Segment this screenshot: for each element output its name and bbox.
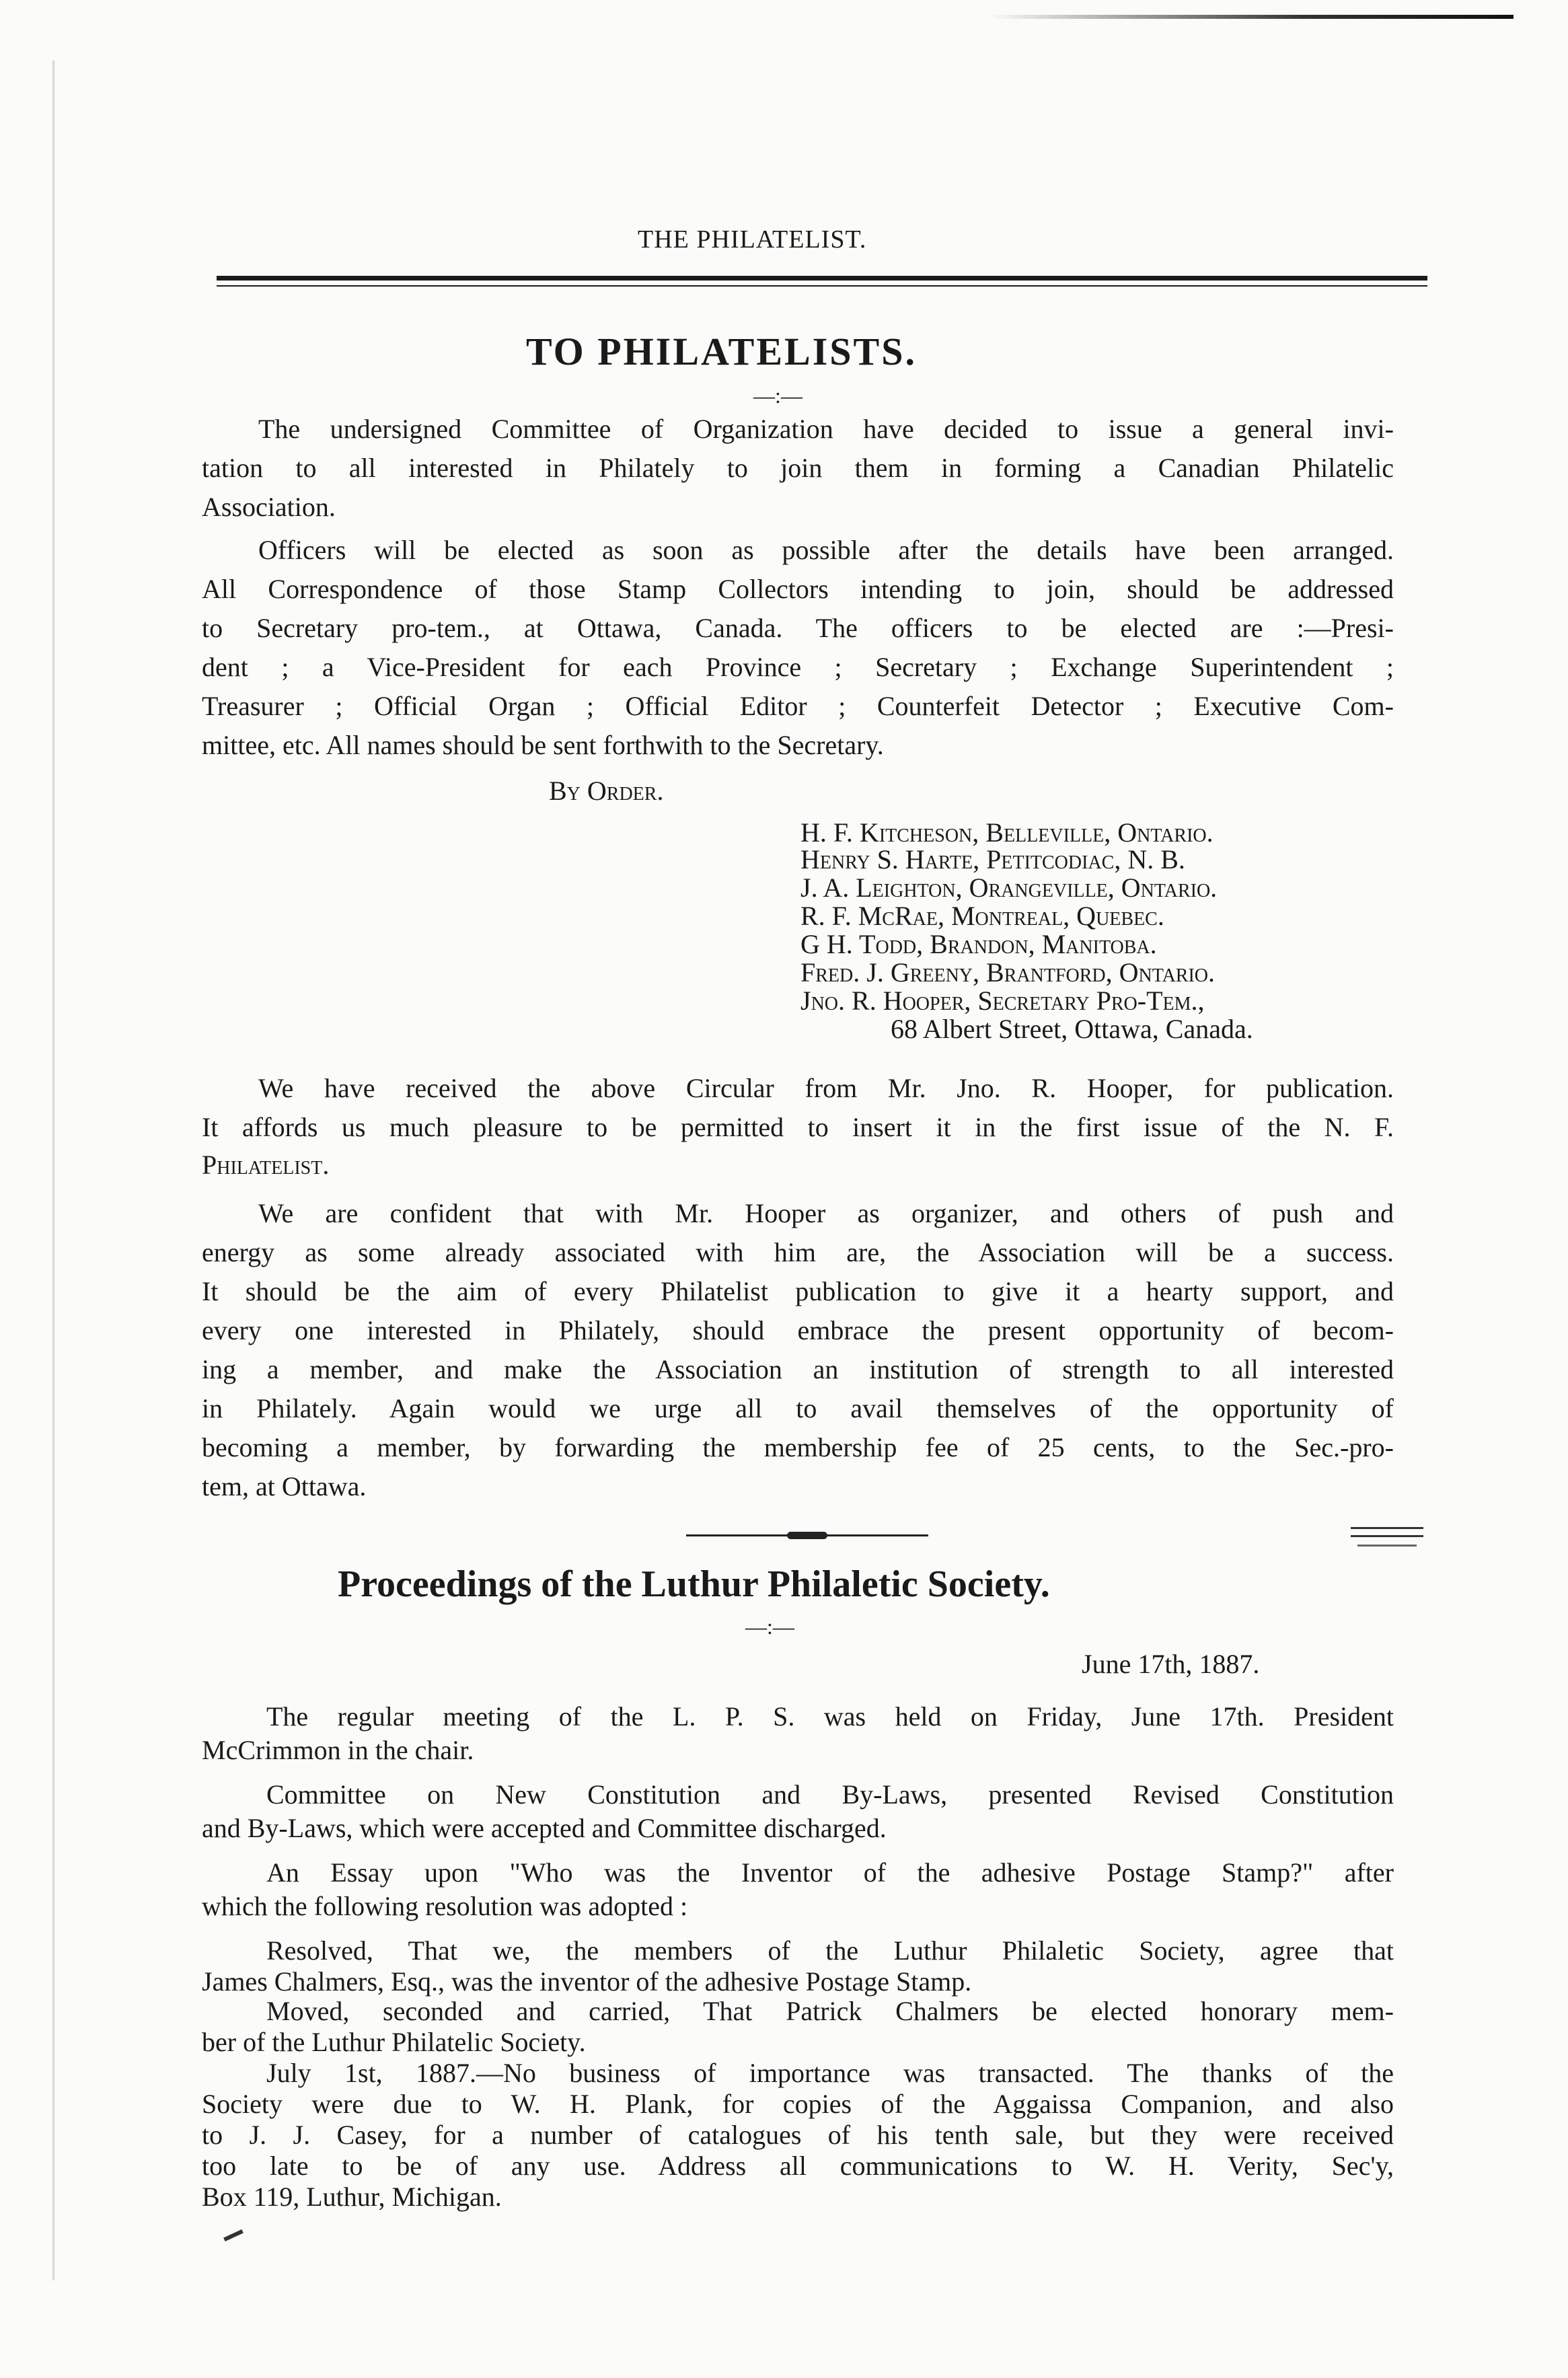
scan-margin-line	[52, 61, 54, 2280]
editorial1-line2: It affords us much pleasure to be permitted to insert it in the first issue of the N. F.	[202, 1112, 1394, 1142]
notice-title: TO PHILATELISTS.	[526, 330, 917, 373]
editorial2-line7: becoming a member, by forwarding the membership fee of 25 cents, to the Sec.-pro-	[202, 1432, 1394, 1462]
proceedings-title: Proceedings of the Luthur Philaletic Society.	[338, 1563, 1050, 1605]
editorial1-line1: We have received the above Circular from Mr. Jno. R. Hooper, for publication.	[258, 1073, 1394, 1103]
proceedings-line: too late to be of any use. Address all communications to W. H. Verity, Sec'y,	[202, 2151, 1394, 2181]
notice-para1-line1: The undersigned Committee of Organization have decided to issue a general invi-	[258, 414, 1394, 444]
signatory: Fred. J. Greeny, Brantford, Ontario.	[800, 957, 1216, 988]
section-divider-ornament	[686, 1531, 928, 1540]
signatory-address: 68 Albert Street, Ottawa, Canada.	[891, 1014, 1253, 1044]
proceedings-line: The regular meeting of the L. P. S. was held on Friday, June 17th. President	[266, 1701, 1394, 1732]
signatory: Henry S. Harte, Petitcodiac, N. B.	[800, 844, 1185, 875]
scan-edge-mark	[989, 15, 1514, 19]
editorial1-line3: Philatelist.	[202, 1150, 330, 1180]
editorial2-line3: It should be the aim of every Philatelist publication to give it a hearty support, and	[202, 1276, 1394, 1306]
header-rule-thin	[217, 285, 1427, 287]
editorial2-line5: ing a member, and make the Association an institution of strength to all interested	[202, 1354, 1394, 1384]
editorial2-line1: We are confident that with Mr. Hooper as organizer, and others of push and	[258, 1198, 1394, 1228]
editorial2-line2: energy as some already associated with him are, the Association will be a success.	[202, 1237, 1394, 1267]
notice-separator: —:—	[753, 383, 802, 408]
signatory: J. A. Leighton, Orangeville, Ontario.	[800, 872, 1218, 903]
proceedings-line: McCrimmon in the chair.	[202, 1735, 474, 1765]
proceedings-separator: —:—	[745, 1614, 794, 1639]
notice-para2-line2: All Correspondence of those Stamp Collectors intending to join, should be addressed	[202, 574, 1394, 604]
proceedings-line: ber of the Luthur Philatelic Society.	[202, 2027, 586, 2057]
editorial2-line6: in Philately. Again would we urge all to avail themselves of the opportunity of	[202, 1393, 1394, 1423]
proceedings-date: June 17th, 1887.	[1082, 1649, 1260, 1679]
proceedings-line: Moved, seconded and carried, That Patrick Chalmers be elected honorary mem-	[266, 1996, 1394, 2026]
notice-para2-line5: Treasurer ; Official Organ ; Official Editor ; Counterfeit Detector ; Executive Com-	[202, 691, 1394, 721]
margin-ornament	[1351, 1527, 1423, 1554]
signatory: G H. Todd, Brandon, Manitoba.	[800, 929, 1157, 959]
signatory: R. F. McRae, Montreal, Quebec.	[800, 901, 1164, 931]
notice-para2-line4: dent ; a Vice-President for each Province ; Secretary ; Exchange Superintendent ;	[202, 652, 1394, 682]
running-title: THE PHILATELIST.	[638, 225, 867, 254]
notice-para1-line2: tation to all interested in Philately to join them in forming a Canadian Philatelic	[202, 453, 1394, 483]
signatory: Jno. R. Hooper, Secretary Pro-Tem.,	[800, 986, 1205, 1016]
editorial2-line4: every one interested in Philately, should embrace the present opportunity of becom-	[202, 1315, 1394, 1345]
proceedings-line: Box 119, Luthur, Michigan.	[202, 2182, 502, 2212]
proceedings-line: Committee on New Constitution and By-Laws, presented Revised Constitution	[266, 1779, 1394, 1810]
by-order: By Order.	[549, 776, 664, 806]
signatory: H. F. Kitcheson, Belleville, Ontario.	[800, 817, 1214, 848]
notice-para2-line1: Officers will be elected as soon as possible after the details have been arranged.	[258, 535, 1394, 565]
proceedings-line: to J. J. Casey, for a number of catalogues of his tenth sale, but they were received	[202, 2120, 1394, 2150]
proceedings-line: and By-Laws, which were accepted and Committee discharged.	[202, 1813, 887, 1843]
notice-para2-line6: mittee, etc. All names should be sent forthwith to the Secretary.	[202, 730, 884, 760]
notice-para1-line3: Association.	[202, 492, 336, 522]
proceedings-line: which the following resolution was adopted :	[202, 1891, 688, 1921]
proceedings-line: Resolved, That we, the members of the Luthur Philaletic Society, agree that	[266, 1935, 1394, 1966]
proceedings-line: An Essay upon "Who was the Inventor of the adhesive Postage Stamp?" after	[266, 1857, 1394, 1888]
proceedings-line: Society were due to W. H. Plank, for copies of the Aggaissa Companion, and also	[202, 2089, 1394, 2119]
header-rule-thick	[217, 276, 1427, 281]
notice-para2-line3: to Secretary pro-tem., at Ottawa, Canada. The officers to be elected are :—Presi-	[202, 613, 1394, 643]
editorial2-line8: tem, at Ottawa.	[202, 1471, 367, 1501]
ink-mark	[223, 2229, 244, 2241]
proceedings-line: James Chalmers, Esq., was the inventor of the adhesive Postage Stamp.	[202, 1966, 972, 1997]
proceedings-line: July 1st, 1887.—No business of importance was transacted. The thanks of the	[266, 2058, 1394, 2088]
